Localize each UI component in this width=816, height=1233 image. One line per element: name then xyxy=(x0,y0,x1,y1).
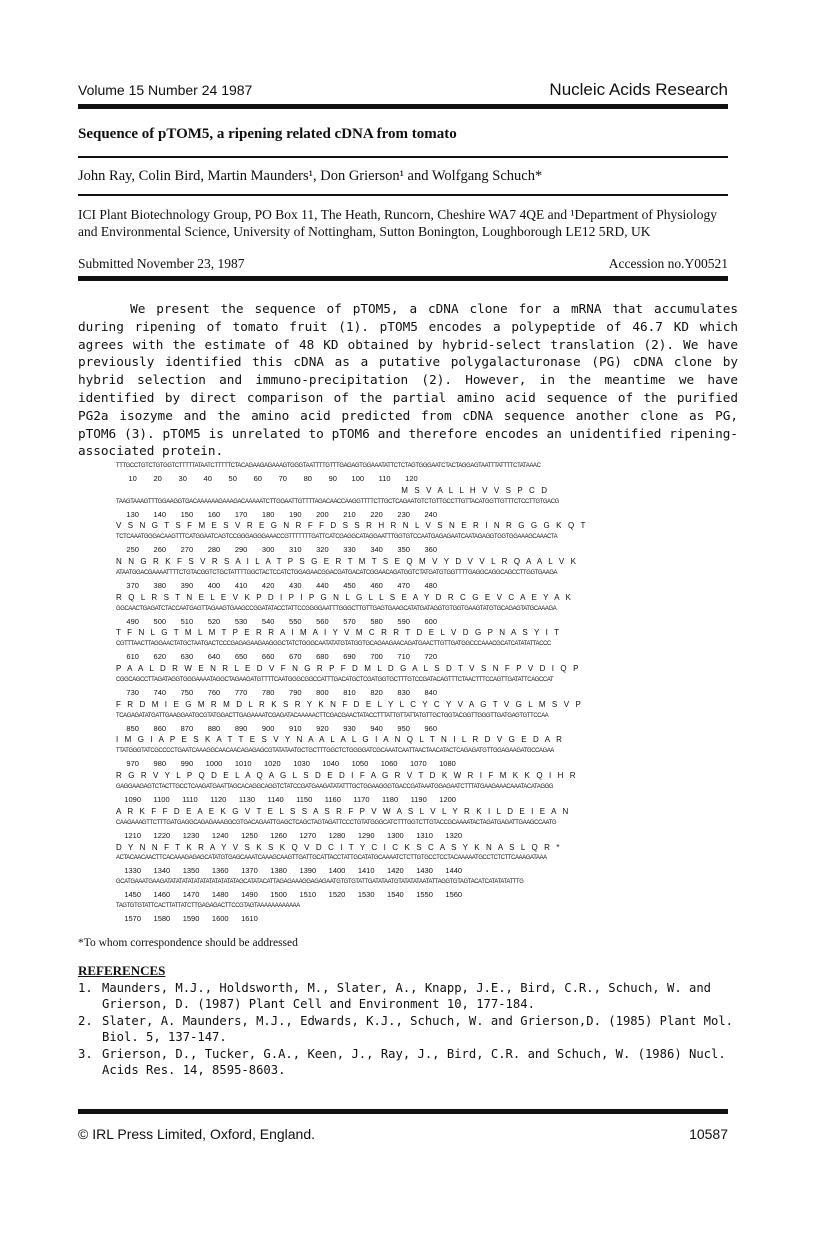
amino-acid-line: A R K F F D E A E K G V T E L S S A S R F P V W A S L V L Y R K I L D E I E A N xyxy=(116,806,571,816)
affiliation-rule xyxy=(78,276,728,281)
position-numbers-line: 1570 1580 1590 1600 1610 xyxy=(116,913,258,923)
reference-number: 3. xyxy=(78,1047,93,1061)
reference-item xyxy=(78,980,758,1012)
article-title: Sequence of pTOM5, a ripening related cDNA from tomato xyxy=(78,126,457,142)
volume-info: Volume 15 Number 24 1987 xyxy=(78,82,253,98)
reference-text: Slater, A. Maunders, M.J., Edwards, K.J., Schuch, W. and Grierson,D. (1985) Plant Mol. Biol. 5, 137-147. xyxy=(102,1014,734,1044)
footer-rule xyxy=(78,1109,728,1114)
dna-sequence-line: GGCAACTGAGATCTACCAATGAGTTAGAAGTGAAGCCGGATATACCTATTCCGGGGAATTTGGGCTTGTTGAGTGAAGCATATGATAGGTGTGGTGAAGTATGTGCAGAGTATGCAAAGA xyxy=(116,604,557,612)
position-numbers-line: 1210 1220 1230 1240 1250 1260 1270 1280 1290 1300 1310 1320 xyxy=(116,830,463,840)
references-list xyxy=(78,980,758,1079)
dna-sequence-line: TTTGCCTGTCTGTGGTCTTTTTATAATCTTTTTCTACAGAAGAGAAAGTGGGTAATTTTGTTTGAGAGTGGAAATATTCTCTAGTGGGAATCTACTAGGAGTAATTTATTTTCTATAAAC xyxy=(116,462,541,469)
position-numbers-line: 250 260 270 280 290 300 310 320 330 340 350 360 xyxy=(116,545,438,555)
dna-sequence-line: CGTTTAACTTAGGAACTATGCTAATGACTCCCGAGAGAAGAAGGGCTATCTGGGCAATATATGTATGGTGCAGAAGAACAGATGAACTTGTTGATGGCCCAAACGCATCATATATTACCC xyxy=(116,640,551,648)
position-numbers-line: 610 620 630 640 650 660 670 680 690 700 710 720 xyxy=(116,652,438,662)
reference-number: 2. xyxy=(78,1014,93,1028)
dna-sequence-line: CGGCAGCCTTAGATAGGTGGGAAAATAGGCTAGAAGATGTTTTCAATGGGCGGCCATTTGACATGCTCGATGGTGCTTTGTCCGATACAGTTTCTAACTTTCCAGTTGATATTCAGCCAT xyxy=(116,676,554,684)
title-rule xyxy=(78,156,728,158)
position-numbers-line: 970 980 990 1000 1010 1020 1030 1040 1050 1060 1070 1080 xyxy=(116,759,456,769)
position-numbers-line: 10 20 30 40 50 60 70 80 90 100 110 120 xyxy=(116,473,418,483)
affiliation: ICI Plant Biotechnology Group, PO Box 11, The Heath, Runcorn, Cheshire WA7 4QE and ¹Department of Physiology and Environmental Science, University of Nottingham, Sutton Bonington, Loughborough LE12 5RD, UK xyxy=(78,207,717,239)
amino-acid-line: F R D M I E G M R M D L R K S R Y K N F D E L Y L C Y C Y V A G T V G L M S V P xyxy=(116,699,583,709)
submitted-date: Submitted November 23, 1987 xyxy=(78,256,245,271)
dna-sequence-line: TAGTGTGTATTCACTTATTATCTTGAGAGACTTCCGTAGTAAAAAAAAAAAA xyxy=(116,901,300,909)
references-heading: REFERENCES xyxy=(78,963,166,978)
amino-acid-line: R G R V Y L P Q D E L A Q A G L S D E D I F A G R V T D K W R I F M K K Q I H R xyxy=(116,771,578,781)
amino-acid-line: I M G I A P E S K A T T E S V Y N A A L A L G I A N Q L T N I L R D V G E D A R xyxy=(116,735,564,745)
dna-sequence-line: CAAGAAAGTTCTTTGATGAGGCAGAGAAAGGCGTGACAGAATTGAGCTCAGCTAGTAGATTCCCTGTATGGGCATCTTTGGTCTTGTACCGCAAAATACTAGATGAGATTGAAGCCAATG xyxy=(116,818,557,826)
reference-text: Maunders, M.J., Holdsworth, M., Slater, A., Knapp, J.E., Bird, C.R., Schuch, W. and Grierson, D. (1987) Plant Cell and Environment 10, 177-184. xyxy=(102,981,712,1011)
dna-sequence-line: TTATGGGTATCGCCCCTGAATCAAAGGCAACAACAGAGAGCGTATATAATGCTGCTTTGGCTCTGGGGATCGCAAATCAATTAACTAACATACTCAGAGATGTTGGAGAAGATGCCAGAA xyxy=(116,747,555,755)
reference-item xyxy=(78,1013,758,1045)
amino-acid-line: N N G R K F S V R S A I L A T P S G E R T M T S E Q M V Y D V V L R Q A A L V K xyxy=(116,557,579,567)
reference-number: 1. xyxy=(78,981,93,995)
article-authors: John Ray, Colin Bird, Martin Maunders¹, Don Grierson¹ and Wolfgang Schuch* xyxy=(78,168,543,184)
publisher-credit: © IRL Press Limited, Oxford, England. xyxy=(78,1126,316,1142)
accession-number: Accession no.Y00521 xyxy=(608,256,728,271)
position-numbers-line: 370 380 390 400 410 420 430 440 450 460 470 480 xyxy=(116,580,438,590)
amino-acid-line: T F N L G T M L M T P E R R A I M A I Y V M C R R T D E L V D G P N A S Y I T xyxy=(116,628,562,638)
position-numbers-line: 490 500 510 520 530 540 550 560 570 580 590 600 xyxy=(116,616,438,626)
dna-sequence-line: TCAGAGATATGATTGAAGGAATGCGTATGGACTTGAGAAAATCGAGATACAAAAACTTCGACGAACTATACCTTTATTGTTATTATGTTGCTGGTACGGTTGGGTTGATGAGTGTTCCAA xyxy=(116,711,549,719)
amino-acid-line: R Q L R S T N E L E V K P D I P I P G N L G L L S E A Y D R C G E V C A E Y A K xyxy=(116,592,573,602)
position-numbers-line: 730 740 750 760 770 780 790 800 810 820 830 840 xyxy=(116,687,438,697)
position-numbers-line: 850 860 870 880 890 900 910 920 930 940 950 960 xyxy=(116,723,438,733)
amino-acid-line: M S V A L L H V V S P C D xyxy=(116,485,550,495)
position-numbers-line: 1450 1460 1470 1480 1490 1500 1510 1520 1530 1540 1550 1560 xyxy=(116,890,463,900)
correspondence-footnote: *To whom correspondence should be addressed xyxy=(78,937,298,949)
position-numbers-line: 130 140 150 160 170 180 190 200 210 220 230 240 xyxy=(116,509,438,519)
reference-item xyxy=(78,1046,758,1078)
dna-sequence-line: TCTCAAATGGGACAAGTTTCATGGAATCAGTCCGGGAGGGAAACCGTTTTTTTGATTCATCGAGGCATAGGAATTTGGTGTCCAATGAGAGAATCAATAGAGGTGGTGGAAAGCAAACTA xyxy=(116,533,558,541)
dna-sequence-line: ATAATGGACGAAAATTTTCTGTACGGTCTGCTATTTTGGCTACTCCATCTGGAGAACGGACGATGACATCGGAACAGATGGTCTATGATGTGGTTTTGAGGCAGGCAGCCTTGGTGAAGA xyxy=(116,569,558,577)
reference-text: Grierson, D., Tucker, G.A., Keen, J., Ray, J., Bird, C.R. and Schuch, W. (1986) Nucl. Acids Res. 14, 8595-8603. xyxy=(102,1047,726,1077)
journal-name: Nucleic Acids Research xyxy=(549,80,728,99)
dna-sequence-line: GAGGAAGAGTCTACTTGCCTCAAGATGAATTAGCACAGGCAGGTCTATCCGATGAAGATATATTTGCTGGAAGGGTGACCGATAAATGGAGAATCTTTATGAAGAAACAAATACATAGGG xyxy=(116,783,554,791)
abstract-text: We present the sequence of pTOM5, a cDNA clone for a mRNA that accumulates during ripening of tomato fruit (1). pTOM5 encodes a polypeptide of 46.7 KD which agrees with the estimate of 48 KD obtained by hybrid-select translation (2). We have previously identified this cDNA as a putative polygalacturonase (PG) cDNA clone by hybrid selection and immuno-precipitation (2). However, in the meantime we have identified by direct comparison of the partial amino acid sequence of the purified PG2a isozyme and the amino acid predicted from cDNA sequence another clone as PG, pTOM6 (3). pTOM5 is unrelated to pTOM6 and therefore encodes an unidentified ripening-associated protein. xyxy=(78,301,738,459)
position-numbers-line: 1090 1100 1110 1120 1130 1140 1150 1160 1170 1180 1190 1200 xyxy=(116,794,456,804)
dna-sequence-line: GCATGAAATGAAGATATATATATATATATATATATATAGCATATACATTAGAGAAAGGAGAGAATGTGTGTATTGATATAATGTATATATAATATTAGGTGTAGTACATCATATATATTTG xyxy=(116,878,524,886)
sequence-figure xyxy=(116,462,716,926)
position-numbers-line: 1330 1340 1350 1360 1370 1380 1390 1400 1410 1420 1430 1440 xyxy=(116,866,463,876)
header-rule xyxy=(78,104,728,109)
dna-sequence-line: ACTACAACAACTTCACAAAGAGAGCATATGTGAGCAAATCAAAGCAAGTTGATTGCATTACCTATTGCATATGCAAAATCTCTTGTGCCTCCTACAAAAATGCCTCTCTTCAAAGATAAA xyxy=(116,854,547,862)
amino-acid-line: V S N G T S F M E S V R E G N R F F D S S R H R N L V S N E R I N R G G G K Q T xyxy=(116,521,588,531)
authors-rule xyxy=(78,194,728,196)
page-number: 10587 xyxy=(689,1126,728,1142)
amino-acid-line: P A A L D R W E N R L E D V F N G R P F D M L D G A L S D T V S N F P V D I Q P xyxy=(116,664,581,674)
abstract xyxy=(78,300,738,460)
amino-acid-line: D Y N N F T K R A Y V S K S K Q V D C I T Y C I C K S C A S Y K N A S L Q R * xyxy=(116,842,562,852)
dna-sequence-line: TAAGTAAAGTTTGGAAGGTGACAAAAAAGAAAGACAAAAATCTTGGAATTGTTTTAGACAACCAAGGTTTTCTTGCTCAGAATGTCTGTTGCCTTGTTACATGGTTGTTTCTCCTTGTGACG xyxy=(116,497,559,505)
